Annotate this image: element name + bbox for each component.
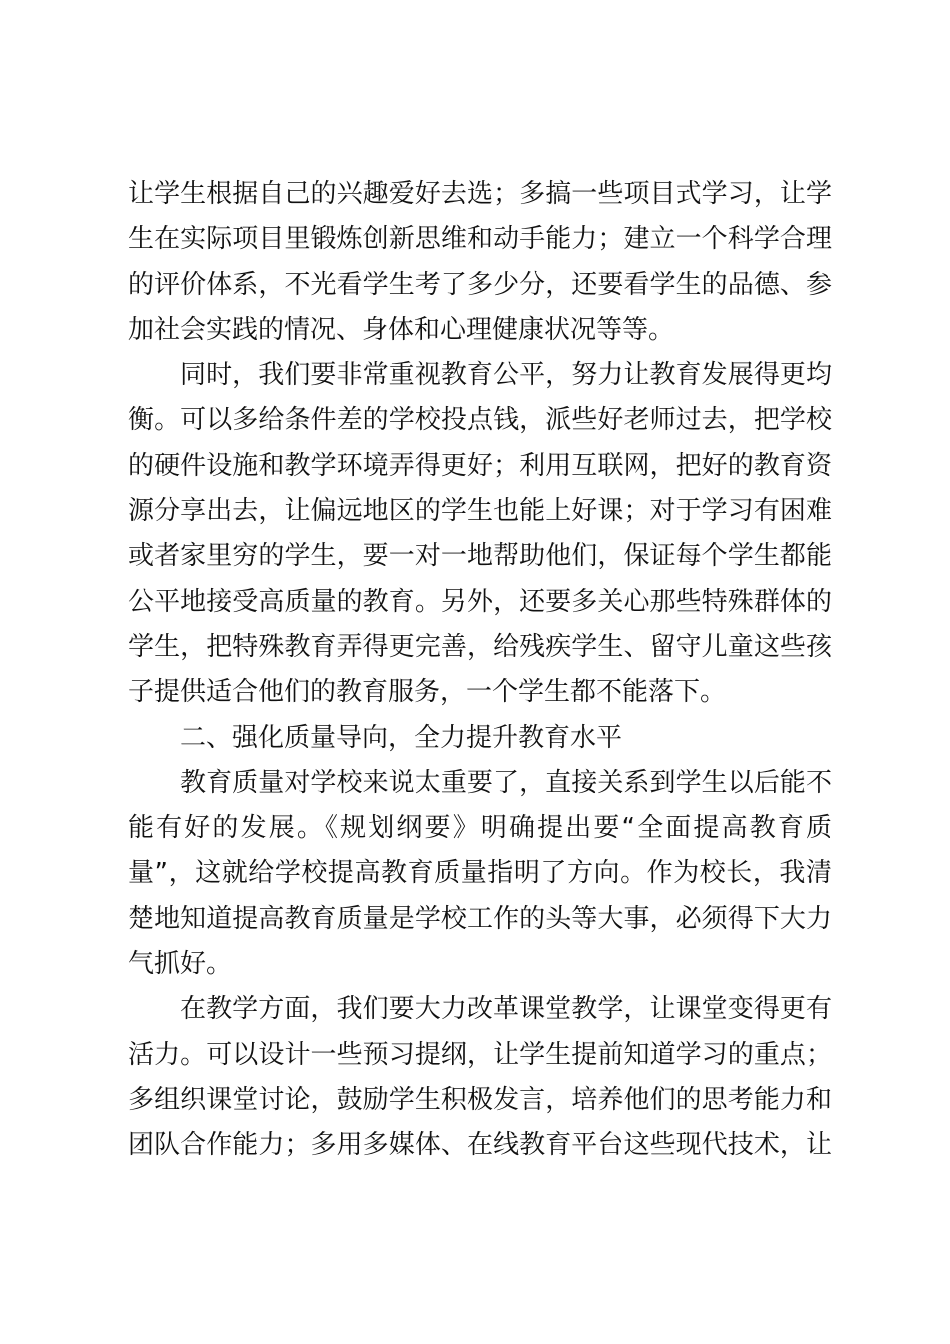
- body-text: [128, 172, 832, 1169]
- text-line: 多组织课堂讨论，鼓励学生积极发言，培养他们的思考能力和: [128, 1084, 832, 1115]
- text-line: 的硬件设施和教学环境弄得更好；利用互联网，把好的教育资: [128, 450, 832, 481]
- text-line: 量”，这就给学校提高教育质量指明了方向。作为校长，我清: [128, 858, 832, 889]
- paragraph-start-line: 教育质量对学校来说太重要了，直接关系到学生以后能不: [180, 767, 832, 798]
- section-heading: 二、强化质量导向，全力提升教育水平: [180, 722, 623, 753]
- text-line: 的评价体系，不光看学生考了多少分，还要看学生的品德、参: [128, 269, 832, 300]
- text-line: 公平地接受高质量的教育。另外，还要多关心那些特殊群体的: [128, 586, 832, 617]
- text-line: 或者家里穷的学生，要一对一地帮助他们，保证每个学生都能: [128, 541, 832, 572]
- paragraph-start-line: 在教学方面，我们要大力改革课堂教学，让课堂变得更有: [180, 994, 832, 1025]
- text-line: 能有好的发展。《规划纲要》明确提出要“全面提高教育质: [128, 813, 832, 844]
- text-line: 学生，把特殊教育弄得更完善，给残疾学生、留守儿童这些孩: [128, 631, 832, 662]
- text-line: 源分享出去，让偏远地区的学生也能上好课；对于学习有困难: [128, 496, 832, 527]
- text-line: 加社会实践的情况、身体和心理健康状况等等。: [128, 314, 675, 345]
- text-line: 衡。可以多给条件差的学校投点钱，派些好老师过去，把学校: [128, 405, 832, 436]
- text-line: 活力。可以设计一些预习提纲，让学生提前知道学习的重点；: [128, 1039, 832, 1070]
- paragraph-start-line: 同时，我们要非常重视教育公平，努力让教育发展得更均: [180, 360, 832, 391]
- text-line: 生在实际项目里锻炼创新思维和动手能力；建立一个科学合理: [128, 224, 832, 255]
- text-line: 让学生根据自己的兴趣爱好去选；多搞一些项目式学习，让学: [128, 179, 832, 209]
- text-line: 气抓好。: [128, 949, 233, 980]
- text-line: 楚地知道提高教育质量是学校工作的头等大事，必须得下大力: [128, 903, 832, 934]
- text-line: 团队合作能力；多用多媒体、在线教育平台这些现代技术，让: [128, 1130, 832, 1161]
- text-line: 子提供适合他们的教育服务，一个学生都不能落下。: [128, 677, 727, 708]
